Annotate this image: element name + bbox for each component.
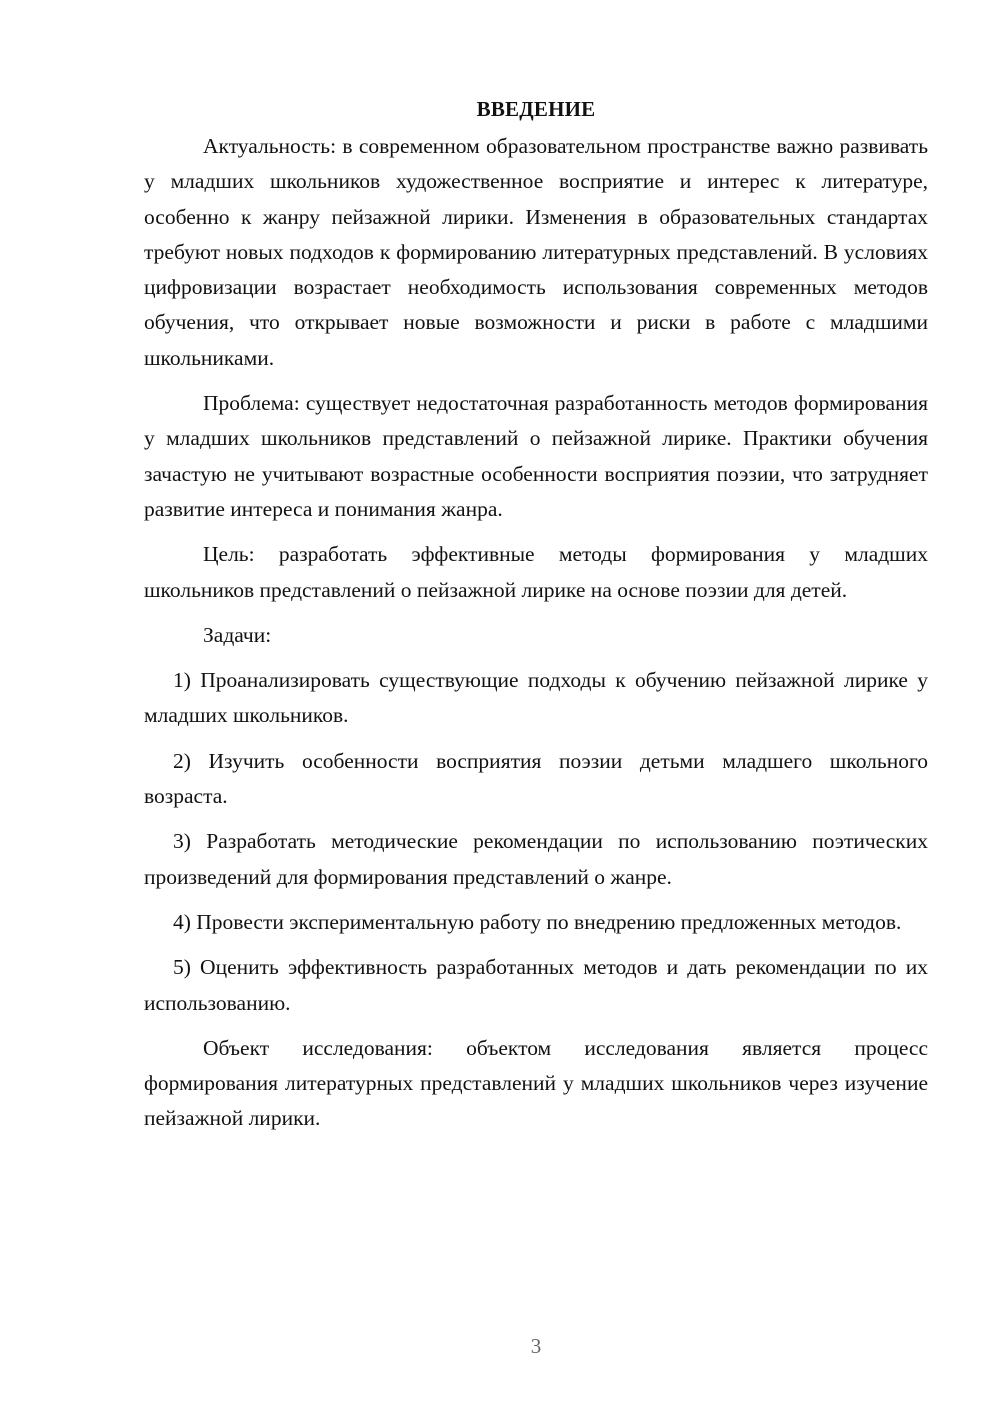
paragraph-problem: Проблема: существует недостаточная разработанность методов формирования у младших школьников представлений о пейзажной лирике. Практики обучения зачастую не учитывают возрастные особенности восприятия поэзии, что затрудняет развитие интереса и понимания жанра. — [144, 391, 928, 521]
task-item-2: 2) Изучить особенности восприятия поэзии детьми младшего школьного возраста. — [144, 748, 928, 809]
paragraph-relevance: Актуальность: в современном образовательном пространстве важно развивать у младших школьников художественное восприятие и интерес к литературе, особенно к жанру пейзажной лирики. Изменения в образовательных стандартах требуют новых подходов к формированию литературных представлений. В условиях цифровизации возрастает необходимость использования современных методов обучения, что открывает новые возможности и риски в работе с младшими школьниками. — [144, 134, 928, 370]
task-item-1: 1) Проанализировать существующие подходы к обучению пейзажной лирике у младших школьников. — [144, 668, 928, 728]
page-number: 3 — [530, 1334, 542, 1358]
tasks-heading: Задачи: — [203, 622, 272, 647]
task-item-4: 4) Провести экспериментальную работу по внедрению предложенных методов. — [173, 909, 902, 934]
page-title: ВВЕДЕНИЕ — [476, 97, 596, 121]
task-item-3: 3) Разработать методические рекомендации по использованию поэтических произведений для формирования представлений о жанре. — [144, 829, 928, 889]
document-body — [144, 92, 928, 1147]
paragraph-research-object: Объект исследования: объектом исследования является процесс формирования литературных представлений у младших школьников через изучение пейзажной лирики. — [144, 1035, 928, 1131]
paragraph-goal: Цель: разработать эффективные методы формирования у младших школьников представлений о пейзажной лирике на основе поэзии для детей. — [144, 542, 928, 602]
task-item-5: 5) Оценить эффективность разработанных методов и дать рекомендации по их использованию. — [144, 955, 928, 1015]
